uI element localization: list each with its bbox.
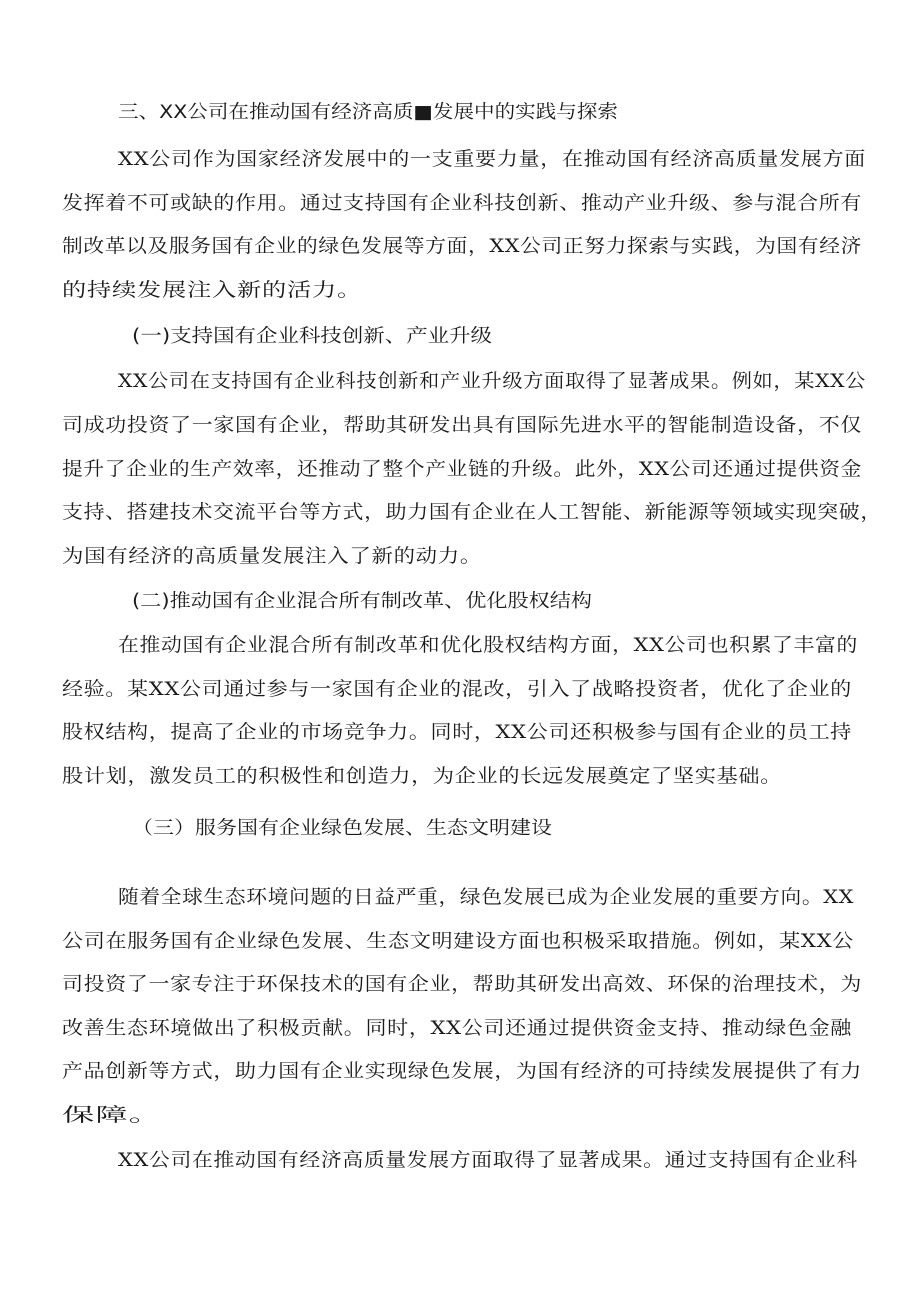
paragraph-line: 经验。某XX公司通过参与一家国有企业的混改，引入了战略投资者，优化了企业的	[62, 678, 852, 700]
paragraph-line: 产品创新等方式，助力国有企业实现绿色发展，为国有经济的可持续发展提供了有力	[62, 1060, 862, 1082]
paragraph-line: 公司在服务国有企业绿色发展、生态文明建设方面也积极采取措施。例如，某XX公	[62, 930, 854, 952]
paragraph-line: XX公司在支持国有企业科技创新和产业升级方面取得了显著成果。例如，某XX公	[118, 370, 866, 392]
paragraph-line: 为国有经济的高质量发展注入了新的动力。	[62, 545, 482, 567]
paragraph-line: 股计划，激发员工的积极性和创造力，为企业的长远发展奠定了坚实基础。	[62, 765, 783, 787]
paragraph-line: 制改革以及服务国有企业的绿色发展等方面，XX公司正努力探索与实践，为国有经济	[62, 235, 862, 257]
paragraph-line: 的持续发展注入新的活力。	[62, 279, 363, 301]
paragraph-line: XX公司作为国家经济发展中的一支重要力量，在推动国有经济高质量发展方面	[118, 148, 866, 170]
subsection-title-1: (一)支持国有企业科技创新、产业升级	[132, 326, 493, 347]
section-title: 三、XX公司在推动国有经济高质■发展中的实践与探索	[118, 102, 619, 123]
paragraph-line: 司投资了一家专注于环保技术的国有企业，帮助其研发出高效、环保的治理技术，为	[62, 973, 862, 995]
paragraph-line: 发挥着不可或缺的作用。通过支持国有企业科技创新、推动产业升级、参与混合所有	[62, 192, 862, 214]
paragraph-line: 支持、搭建技术交流平台等方式，助力国有企业在人工智能、新能源等领域实现突破，	[62, 501, 882, 523]
paragraph-line: 随着全球生态环境问题的日益严重，绿色发展已成为企业发展的重要方向。XX	[118, 886, 855, 908]
paragraph-line: 提升了企业的生产效率，还推动了整个产业链的升级。此外，XX公司还通过提供资金	[62, 458, 862, 480]
paragraph-line: 在推动国有企业混合所有制改革和优化股权结构方面，XX公司也积累了丰富的	[118, 634, 859, 656]
subsection-title-2: (二)推动国有企业混合所有制改革、优化股权结构	[132, 591, 592, 612]
paragraph-line: 改善生态环境做出了积极贡献。同时，XX公司还通过提供资金支持、推动绿色金融	[62, 1017, 852, 1039]
paragraph-line: 司成功投资了一家国有企业，帮助其研发出具有国际先进水平的智能制造设备，不仅	[62, 414, 862, 436]
paragraph-line: XX公司在推动国有经济高质量发展方面取得了显著成果。通过支持国有企业科	[118, 1149, 859, 1171]
subsection-title-3: （三）服务国有企业绿色发展、生态文明建设	[132, 818, 553, 839]
paragraph-line: 股权结构，提高了企业的市场竞争力。同时，XX公司还积极参与国有企业的员工持	[62, 721, 852, 743]
paragraph-line: 保障。	[62, 1104, 162, 1126]
